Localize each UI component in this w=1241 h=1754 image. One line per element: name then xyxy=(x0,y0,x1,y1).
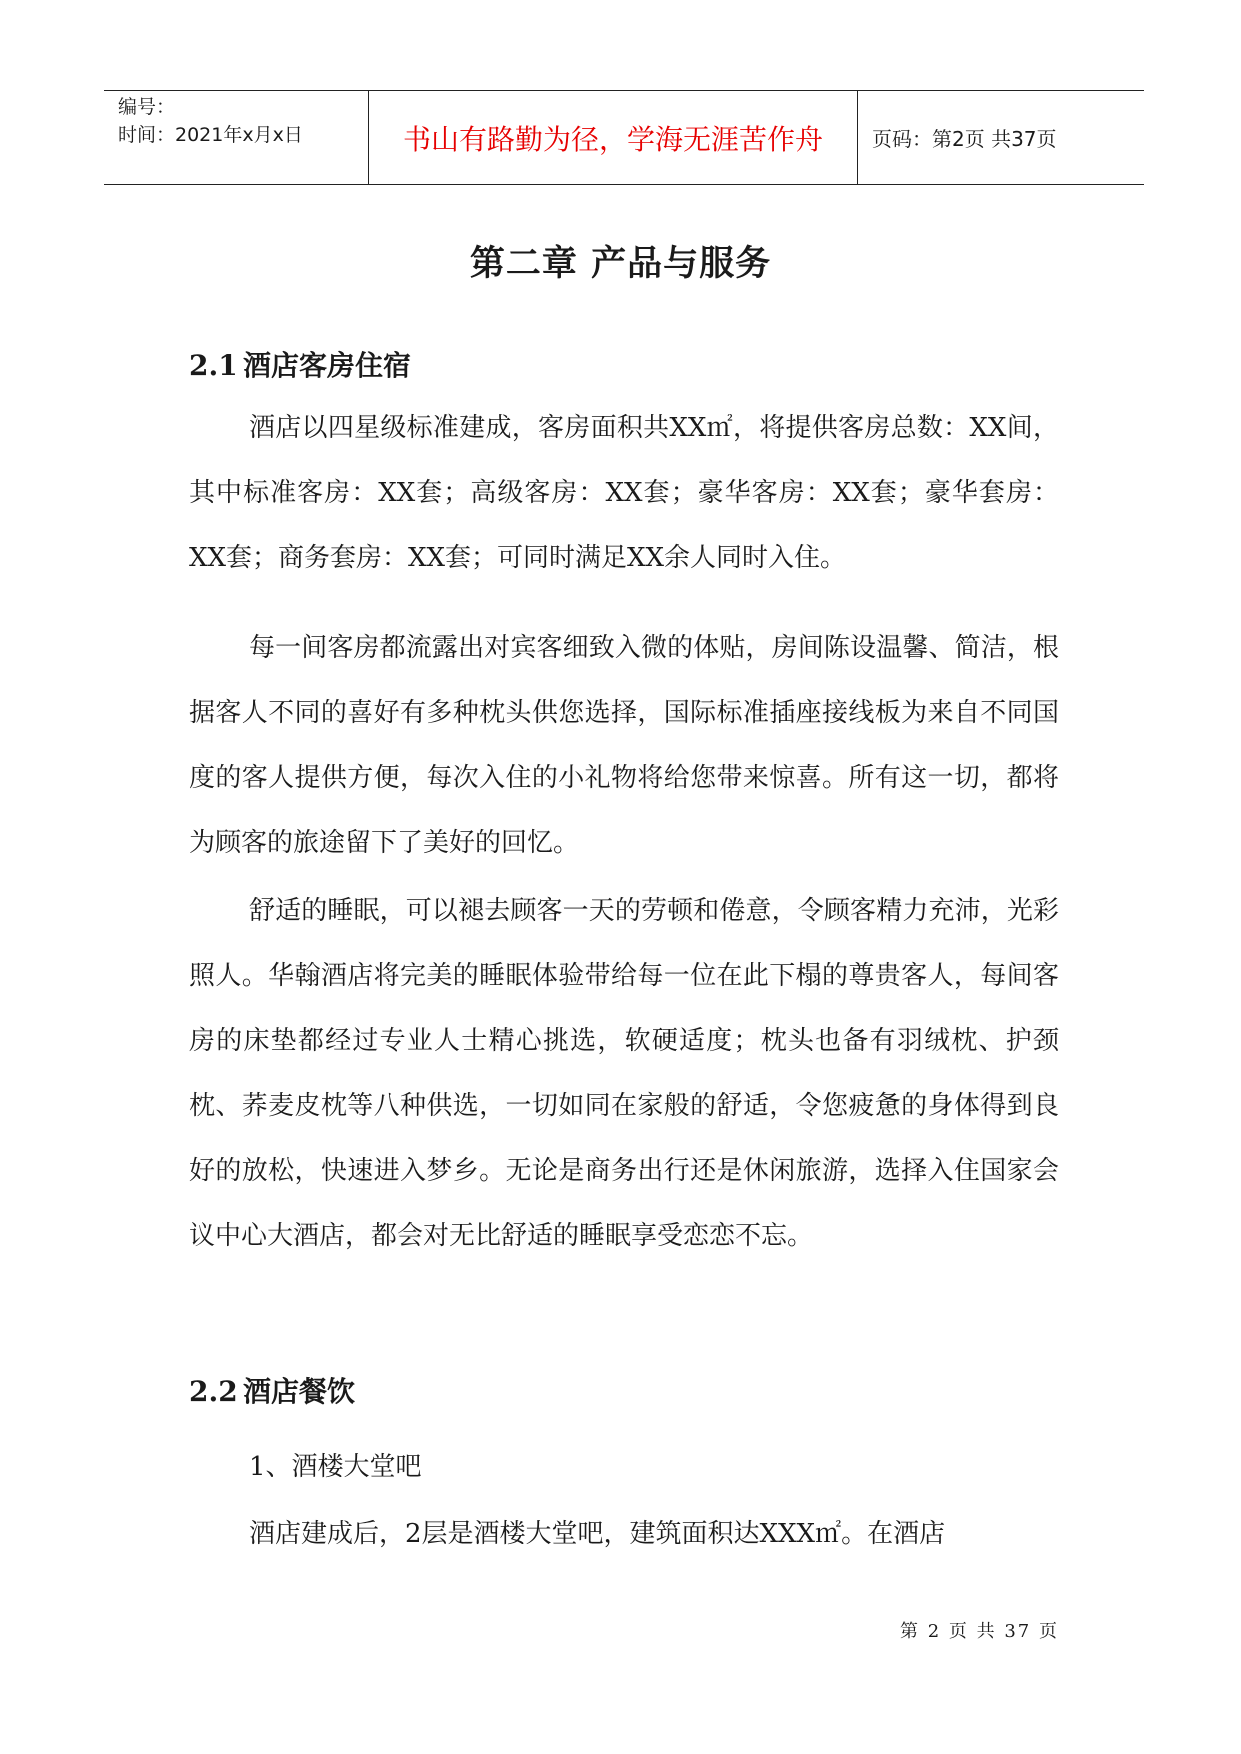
paragraph: 酒店以四星级标准建成，客房面积共XX㎡，将提供客房总数：XX间，其中标准客房：XX套；高级客房：XX套；豪华客房：XX套；豪华套房：XX套；商务套房：XX套；可同时满足XX余人同时入住。 xyxy=(189,413,1059,573)
section-title: 酒店餐饮 xyxy=(243,1375,356,1408)
header-page-info: 页码：第2页 共37页 xyxy=(872,127,1057,151)
page-footer: 第 2 页 共 37 页 xyxy=(900,1621,1059,1642)
paragraph: 每一间客房都流露出对宾客细致入微的体贴，房间陈设温馨、简洁，根据客人不同的喜好有多种枕头供您选择，国际标准插座接线板为来自不同国度的客人提供方便，每次入住的小礼物将给您带来惊喜。所有这一切，都将为顾客的旅途留下了美好的回忆。 xyxy=(189,633,1059,858)
header-meta xyxy=(118,91,368,186)
chapter-title: 第二章 产品与服务 xyxy=(469,244,772,284)
page-header xyxy=(104,90,1144,185)
time-label: 时间：2021年x月x日 xyxy=(118,124,303,146)
subheading: 1、酒楼大堂吧 xyxy=(249,1452,422,1482)
section-heading-2-1 xyxy=(189,344,411,384)
section-number: 2.1 xyxy=(189,349,238,382)
paragraph: 酒店建成后，2层是酒楼大堂吧，建筑面积达XXX㎡。在酒店 xyxy=(249,1519,946,1549)
section-title: 酒店客房住宿 xyxy=(243,349,412,382)
paragraph: 舒适的睡眠，可以褪去顾客一天的劳顿和倦意，令顾客精力充沛，光彩照人。华翰酒店将完美的睡眠体验带给每一位在此下榻的尊贵客人，每间客房的床垫都经过专业人士精心挑选，软硬适度；枕头也备有羽绒枕、护颈枕、荞麦皮枕等八种供选，一切如同在家般的舒适，令您疲惫的身体得到良好的放松，快速进入梦乡。无论是商务出行还是休闲旅游，选择入住国家会议中心大酒店，都会对无比舒适的睡眠享受恋恋不忘。 xyxy=(189,896,1059,1251)
section-number: 2.2 xyxy=(189,1375,238,1408)
header-motto: 书山有路勤为径，学海无涯苦作舟 xyxy=(368,91,858,184)
number-label: 编号： xyxy=(118,96,176,118)
section-heading-2-2 xyxy=(189,1370,355,1410)
